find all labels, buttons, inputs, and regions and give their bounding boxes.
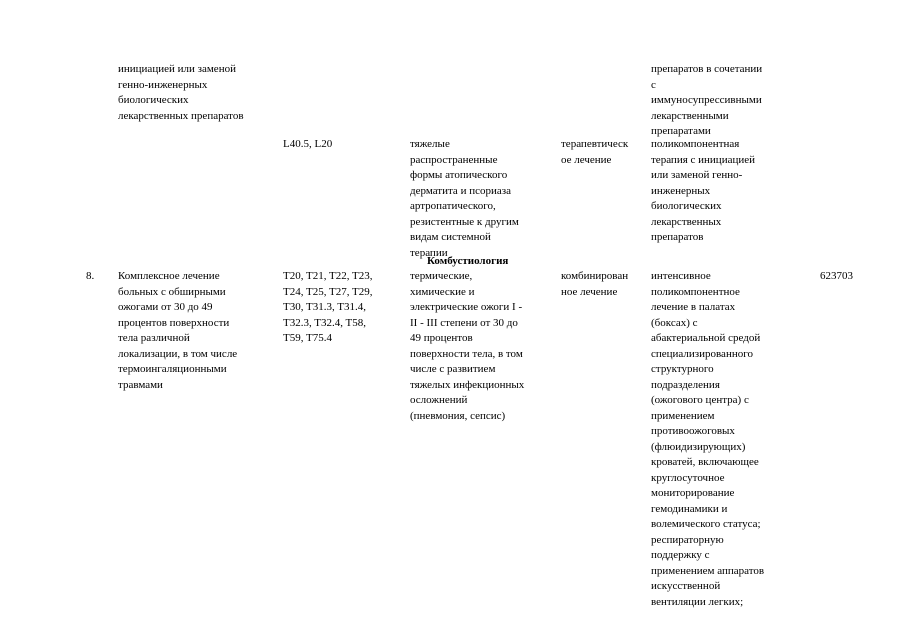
row-8-codes-cell: T20, T21, T22, T23, T24, T25, T27, T29, T30, T31.3, T31.4, T32.3, T32.4, T58, T59, T75.4: [283, 270, 373, 344]
section-title-combustiology: Комбустиология: [427, 255, 509, 267]
continuation-method-text: препаратов в сочетании с иммуносупрессивными лекарственными препаратами: [651, 63, 763, 137]
row-8-method-cell: интенсивное поликомпонентное лечение в палатах (боксах) с абактериальной средой специализированного структурного подразделения (ожогового центра) с применением противоожоговых (флюидизирующих) кроватей, включающее круглосуточное мониторирование гемодинамики и волемического статуса; респираторную поддержку с применением аппаратов искусственной вентиляции легких;: [651, 270, 765, 608]
psoriasis-model-cell: тяжелые распространенные формы атопического дерматита и псориаза артропатического, резистентные к другим видам системной терапии: [410, 138, 519, 259]
psoriasis-codes-cell: L40.5, L20: [283, 138, 333, 150]
row-8-model-cell: термические, химические и электрические ожоги I - II - III степени от 30 до 49 процентов поверхности тела, в том числе с развитием тяжелых инфекционных осложнений (пневмония, сепсис): [410, 270, 525, 422]
continuation-profile-text: инициацией или заменой генно-инженерных биологических лекарственных препаратов: [118, 63, 244, 122]
row-8-profile-cell: Комплексное лечение больных с обширными ожогами от 30 до 49 процентов поверхности тела различной локализации, в том числе термоингаляционными травмами: [118, 270, 238, 391]
row-8-treatment-type-cell: комбинирован ное лечение: [561, 270, 629, 298]
psoriasis-treatment-type-cell: терапевтическ ое лечение: [561, 138, 629, 166]
row-8-number: 8.: [86, 270, 95, 282]
psoriasis-method-cell: поликомпонентная терапия с инициацией или заменой генно- инженерных биологических лекарственных препаратов: [651, 138, 756, 243]
row-8-cost-cell: 623703: [820, 270, 853, 282]
